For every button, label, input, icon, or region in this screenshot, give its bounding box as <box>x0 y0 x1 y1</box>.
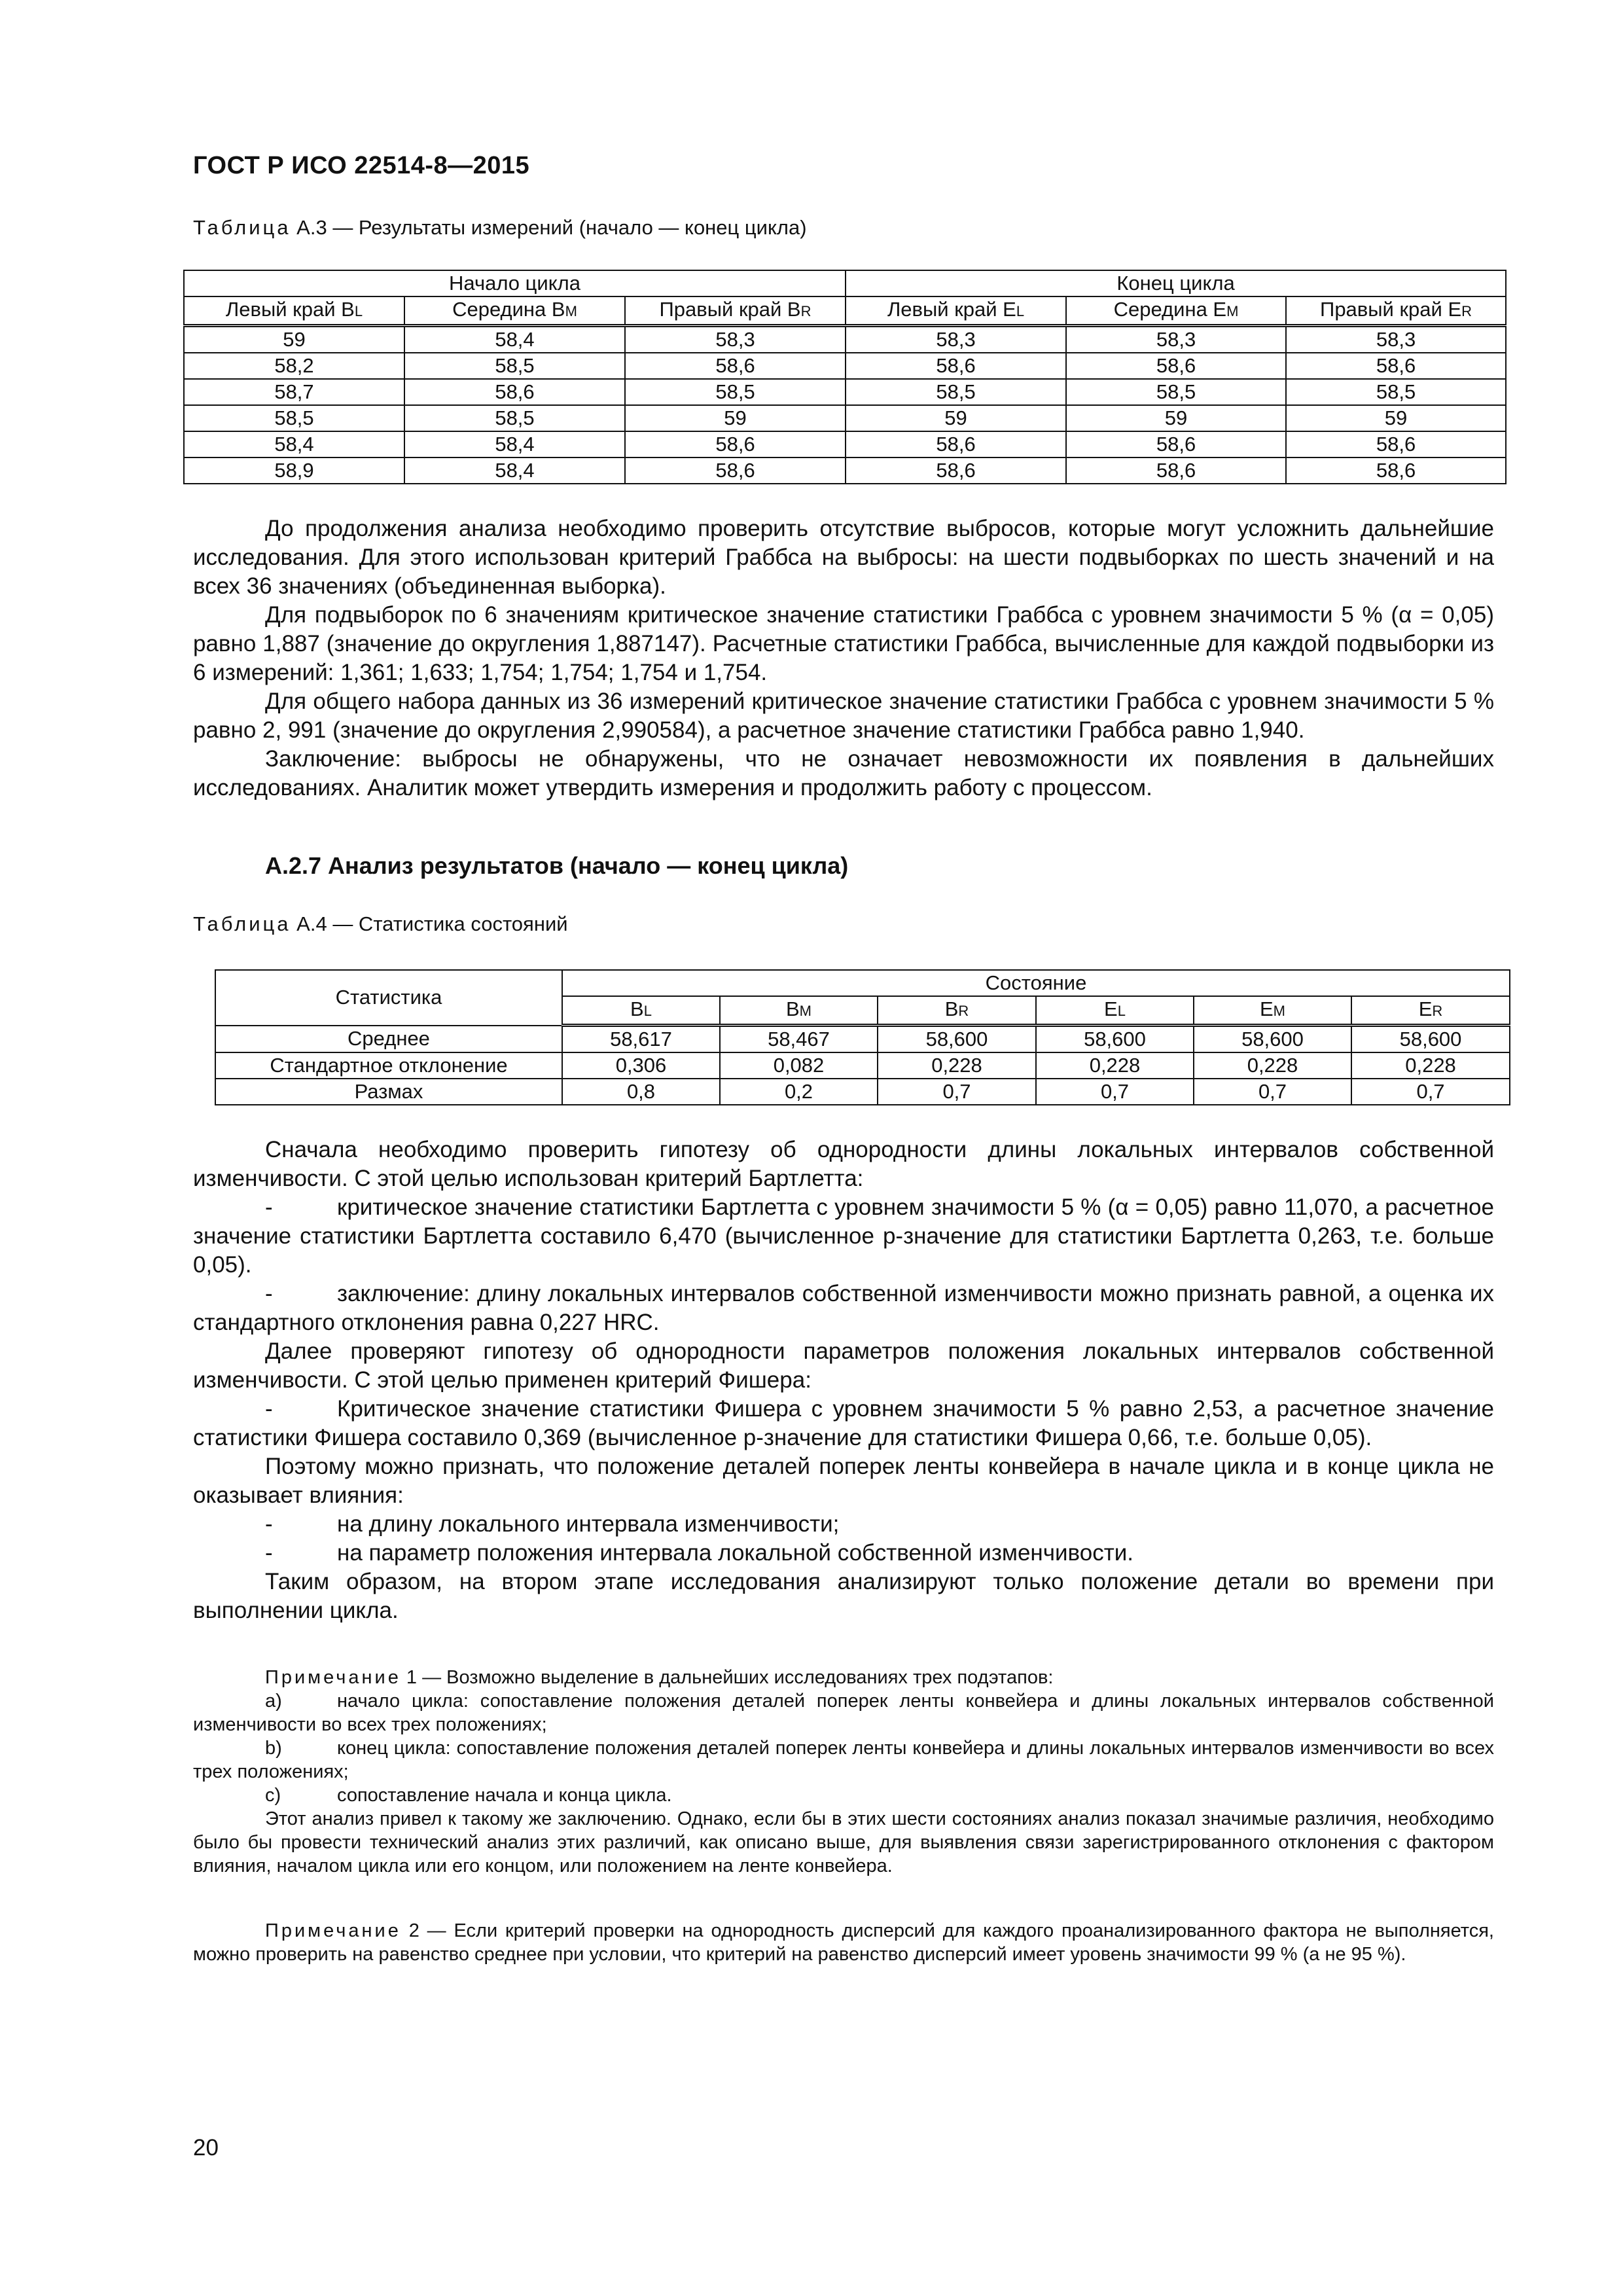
table-cell: 58,5 <box>404 353 625 379</box>
table-cell: 58,600 <box>1036 1026 1194 1053</box>
table-a3-caption <box>193 216 807 240</box>
paragraph: Для подвыборок по 6 значениям критическое значение статистики Граббса с уровнем значимости 5 % (α = 0,05) равно 1,887 (значение до округления 1,887147). Расчетные статистики Граббса, вычисленные для каждой подвыборки из 6 измерений: 1,361; 1,633; 1,754; 1,754; 1,754 и 1,754. <box>193 602 1494 685</box>
table-cell: 58,6 <box>846 457 1066 484</box>
table-cell: 59 <box>625 405 846 431</box>
table-cell: 58,6 <box>846 431 1066 457</box>
note-1-label: Примечание <box>265 1667 401 1688</box>
table-cell: 58,6 <box>846 353 1066 379</box>
table-cell: 0,7 <box>1036 1079 1194 1105</box>
row-label: Среднее <box>215 1026 562 1053</box>
table-cell: 0,228 <box>1036 1052 1194 1079</box>
table-a3-group-start: Начало цикла <box>184 270 846 296</box>
table-a4-caption-prefix: Таблица <box>193 912 291 935</box>
table-a4-caption <box>193 912 568 936</box>
table-cell: 58,4 <box>404 457 625 484</box>
dash-marker: - <box>265 1194 273 1220</box>
table-row <box>215 1026 1510 1053</box>
table-a4-state-header: Состояние <box>562 970 1510 996</box>
table-cell: 58,3 <box>625 326 846 353</box>
page-number: 20 <box>193 2135 219 2161</box>
table-cell: 58,3 <box>846 326 1066 353</box>
note-item-text: конец цикла: сопоставление положения деталей поперек ленты конвейера и длины локальных интервалов изменчивости во всех трех положениях; <box>193 1738 1494 1782</box>
table-a4-col-header-text: B <box>944 997 959 1020</box>
table-a4-col-header <box>720 996 878 1026</box>
table-cell: 58,2 <box>184 353 404 379</box>
table-cell: 58,5 <box>404 405 625 431</box>
table-cell: 58,6 <box>1066 431 1286 457</box>
table-cell: 0,7 <box>1351 1079 1510 1105</box>
note-1-items <box>193 1689 1494 1807</box>
section-heading: А.2.7 Анализ результатов (начало — конец цикла) <box>265 852 849 879</box>
table-cell: 58,6 <box>625 431 846 457</box>
note-1-intro-text: 1 — Возможно выделение в дальнейших исследованиях трех подэтапов: <box>401 1667 1054 1688</box>
table-a4-caption-text: А.4 — Статистика состояний <box>291 912 568 935</box>
dash-item-text: заключение: длину локальных интервалов собственной изменчивости можно признать равной, а оценка их стандартного отклонения равна 0,227 HRC. <box>193 1281 1494 1335</box>
table-a3-col-header-sub: M <box>1226 303 1239 319</box>
table-a3-col-header-text: Левый край E <box>887 298 1016 321</box>
paragraph: Поэтому можно признать, что положение деталей поперек ленты конвейера в начале цикла и в конце цикла не оказывает влияния: <box>193 1454 1494 1508</box>
table-cell: 58,6 <box>625 353 846 379</box>
table-a4 <box>215 969 1510 1105</box>
note-item <box>193 1736 1494 1784</box>
table-a3-group-end: Конец цикла <box>846 270 1506 296</box>
paragraph: Для общего набора данных из 36 измерений критическое значение статистики Граббса с уровнем значимости 5 % равно 2, 991 (значение до округления 2,990584), а расчетное значение статистики Граббса равно 1,940. <box>193 689 1494 743</box>
paragraph: Заключение: выбросы не обнаружены, что не означает невозможности их появления в дальнейших исследованиях. Аналитик может утвердить измерения и продолжить работу с процессом. <box>193 746 1494 800</box>
table-cell: 59 <box>846 405 1066 431</box>
dash-item-text: Критическое значение статистики Фишера с уровнем значимости 5 % равно 2,53, а расчетное значение статистики Фишера составило 0,369 (вычисленное p-значение для статистики Фишера 0,66, т.е. больше 0,05). <box>193 1396 1494 1450</box>
table-row <box>215 1079 1510 1105</box>
table-a3-col-header-text: Середина B <box>452 298 565 321</box>
table-row <box>184 405 1506 431</box>
table-cell: 0,228 <box>1351 1052 1510 1079</box>
table-row <box>184 379 1506 405</box>
dash-marker: - <box>265 1511 273 1537</box>
table-cell: 58,4 <box>404 326 625 353</box>
table-a3-col-header <box>625 296 846 326</box>
table-cell: 58,6 <box>1286 353 1506 379</box>
dash-item-text: критическое значение статистики Бартлетта с уровнем значимости 5 % (α = 0,05) равно 11,070, а расчетное значение статистики Бартлетта составило 6,470 (вычисленное p-значение для статистики Бартлетта 0,263, т.е. больше 0,05). <box>193 1194 1494 1278</box>
note-item-text: начало цикла: сопоставление положения деталей поперек ленты конвейера и длины локальных интервалов собственной изменчивости во всех трех положениях; <box>193 1691 1494 1735</box>
table-a4-col-header <box>878 996 1036 1026</box>
table-cell: 58,5 <box>1066 379 1286 405</box>
table-a4-col-header <box>1351 996 1510 1026</box>
table-a4-col-header-sub: L <box>643 1003 652 1019</box>
table-a3-caption-text: А.3 — Результаты измерений (начало — конец цикла) <box>291 216 807 239</box>
note-item-marker: c) <box>265 1785 281 1806</box>
note-1-closing: Этот анализ привел к такому же заключению. Однако, если бы в этих шести состояниях анализ показал значимые различия, необходимо было бы провести технический анализ этих различий, как описано выше, для выявления связи зарегистрированного отклонения с фактором влияния, началом цикла или его концом, или положением на ленте конвейера. <box>193 1808 1494 1876</box>
table-cell: 0,2 <box>720 1079 878 1105</box>
table-a4-col-header-sub: R <box>958 1003 969 1019</box>
note-item <box>193 1784 1494 1807</box>
table-a3-column-header-row <box>184 296 1506 326</box>
table-a3 <box>183 270 1507 484</box>
paragraph: Сначала необходимо проверить гипотезу об однородности длины локальных интервалов собственной изменчивости. С этой целью использован критерий Бартлетта: <box>193 1137 1494 1191</box>
table-cell: 59 <box>1066 405 1286 431</box>
paragraph: Далее проверяют гипотезу об однородности параметров положения локальных интервалов собственной изменчивости. С этой целью применен критерий Фишера: <box>193 1338 1494 1393</box>
table-cell: 58,6 <box>1066 457 1286 484</box>
table-a3-col-header <box>1066 296 1286 326</box>
table-cell: 59 <box>184 326 404 353</box>
dash-list-item <box>193 1193 1494 1280</box>
note-item <box>193 1689 1494 1736</box>
table-a4-col-header-text: E <box>1259 997 1274 1020</box>
table-cell: 0,228 <box>878 1052 1036 1079</box>
table-a4-col-header-text: B <box>630 997 644 1020</box>
analysis-text-1 <box>193 514 1494 802</box>
table-a3-col-header-sub: R <box>800 303 812 319</box>
table-a4-col-header-text: B <box>785 997 800 1020</box>
table-a3-col-header <box>404 296 625 326</box>
dash-list-item <box>193 1280 1494 1337</box>
table-row <box>184 457 1506 484</box>
table-cell: 0,228 <box>1194 1052 1351 1079</box>
table-a4-stat-header: Статистика <box>215 970 562 1026</box>
table-cell: 58,600 <box>1194 1026 1351 1053</box>
table-a4-col-header <box>562 996 720 1026</box>
table-a3-group-row <box>184 270 1506 296</box>
table-cell: 58,5 <box>846 379 1066 405</box>
table-cell: 58,5 <box>1286 379 1506 405</box>
table-a3-col-header <box>1286 296 1506 326</box>
table-cell: 58,3 <box>1286 326 1506 353</box>
table-a3-col-header-sub: L <box>1016 303 1025 319</box>
table-cell: 0,306 <box>562 1052 720 1079</box>
table-cell: 58,617 <box>562 1026 720 1053</box>
table-a4-col-header-sub: M <box>1273 1003 1285 1019</box>
table-a3-col-header-sub: L <box>354 303 363 319</box>
table-a4-col-header-sub: L <box>1117 1003 1126 1019</box>
table-cell: 58,600 <box>878 1026 1036 1053</box>
analysis-text-2 <box>193 1136 1494 1625</box>
table-a4-col-header-sub: R <box>1432 1003 1443 1019</box>
table-cell: 58,3 <box>1066 326 1286 353</box>
table-a4-group-row <box>215 970 1510 996</box>
table-a3-caption-prefix: Таблица <box>193 216 291 239</box>
table-row <box>215 1052 1510 1079</box>
row-label: Стандартное отклонение <box>215 1052 562 1079</box>
table-cell: 0,8 <box>562 1079 720 1105</box>
dash-item-text: на параметр положения интервала локальной собственной изменчивости. <box>337 1540 1134 1566</box>
table-a4-col-header-text: E <box>1104 997 1118 1020</box>
table-cell: 58,6 <box>625 457 846 484</box>
table-cell: 58,7 <box>184 379 404 405</box>
note-1-intro <box>193 1666 1494 1689</box>
table-cell: 58,5 <box>184 405 404 431</box>
table-a3-col-header-sub: R <box>1461 303 1472 319</box>
table-cell: 58,5 <box>625 379 846 405</box>
table-cell: 58,6 <box>404 379 625 405</box>
dash-item-text: на длину локального интервала изменчивости; <box>337 1511 840 1537</box>
table-row <box>184 353 1506 379</box>
table-a4-col-header <box>1036 996 1194 1026</box>
table-a4-col-header <box>1194 996 1351 1026</box>
table-a3-col-header-text: Середина E <box>1113 298 1227 321</box>
dash-list-item <box>193 1510 1494 1539</box>
paragraph: Таким образом, на втором этапе исследования анализируют только положение детали во времени при выполнении цикла. <box>193 1569 1494 1623</box>
table-a3-col-header-text: Правый край E <box>1320 298 1462 321</box>
table-a3-col-header-text: Левый край B <box>225 298 355 321</box>
table-cell: 58,467 <box>720 1026 878 1053</box>
note-item-marker: b) <box>265 1738 282 1759</box>
dash-marker: - <box>265 1281 273 1306</box>
dash-list-item <box>193 1395 1494 1452</box>
table-a4-col-header-sub: M <box>799 1003 812 1019</box>
paragraph: До продолжения анализа необходимо проверить отсутствие выбросов, которые могут усложнить дальнейшие исследования. Для этого использован критерий Граббса на выбросы: на шести подвыборках по шесть значений и на всех 36 значениях (объединенная выборка). <box>193 516 1494 599</box>
table-cell: 0,7 <box>1194 1079 1351 1105</box>
table-cell: 0,7 <box>878 1079 1036 1105</box>
table-cell: 58,6 <box>1286 457 1506 484</box>
table-row <box>184 326 1506 353</box>
standard-header: ГОСТ Р ИСО 22514-8—2015 <box>193 152 530 179</box>
note-2 <box>193 1919 1494 1966</box>
note-2-label: Примечание <box>265 1920 401 1941</box>
note-item-marker: a) <box>265 1691 282 1712</box>
table-cell: 58,600 <box>1351 1026 1510 1053</box>
table-cell: 0,082 <box>720 1052 878 1079</box>
note-item-text: сопоставление начала и конца цикла. <box>337 1785 672 1806</box>
table-row <box>184 431 1506 457</box>
table-a3-col-header <box>184 296 404 326</box>
table-cell: 58,4 <box>184 431 404 457</box>
row-label: Размах <box>215 1079 562 1105</box>
table-cell: 59 <box>1286 405 1506 431</box>
note-2-text <box>193 1919 1494 1966</box>
table-a3-col-header <box>846 296 1066 326</box>
table-cell: 58,6 <box>1286 431 1506 457</box>
note-2-body: 2 — Если критерий проверки на однородность дисперсий для каждого проанализированного фактора не выполняется, можно проверить на равенство среднее при условии, что критерий на равенство дисперсий имеет уровень значимости 99 % (а не 95 %). <box>193 1920 1494 1965</box>
dash-list-item <box>193 1539 1494 1568</box>
table-cell: 58,4 <box>404 431 625 457</box>
dash-marker: - <box>265 1540 273 1566</box>
table-cell: 58,9 <box>184 457 404 484</box>
dash-marker: - <box>265 1396 273 1422</box>
table-a3-col-header-sub: M <box>565 303 577 319</box>
table-cell: 58,6 <box>1066 353 1286 379</box>
table-a3-col-header-text: Правый край B <box>659 298 801 321</box>
note-1 <box>193 1666 1494 1878</box>
table-a4-col-header-text: E <box>1418 997 1433 1020</box>
